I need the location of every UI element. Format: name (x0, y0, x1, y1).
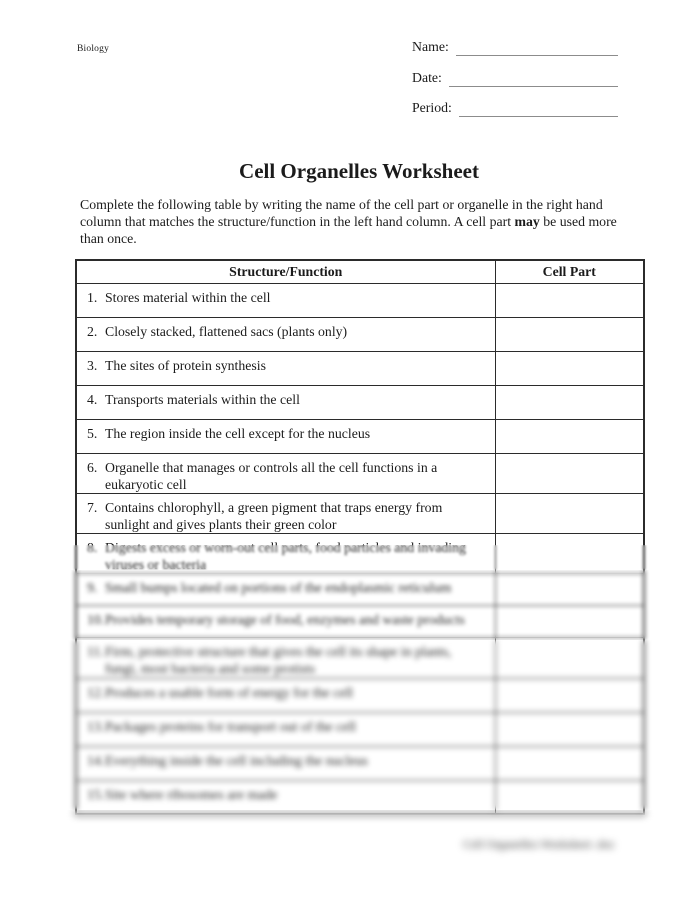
answer-cell[interactable] (495, 386, 644, 420)
structure-function-text: Digests excess or worn-out cell parts, food particles and invading viruses or bacteria (105, 540, 466, 572)
row-number: 7. (87, 500, 98, 515)
instructions-bold-may: may (514, 214, 540, 229)
structure-function-text: Provides temporary storage of food, enzymes and waste products (105, 612, 465, 627)
structure-function-text: Produces a usable form of energy for the cell (105, 685, 354, 700)
table-row (76, 574, 644, 606)
answer-cell[interactable] (495, 638, 644, 679)
structure-function-text: Closely stacked, flattened sacs (plants only) (105, 324, 348, 339)
structure-function-text: Firm, protective structure that gives the cell its shape in plants, fungi, most bacteria and some protists (105, 644, 452, 676)
structure-function-text: Contains chlorophyll, a green pigment that traps energy from sunlight and gives plants their green color (105, 500, 443, 532)
table-row (76, 713, 644, 747)
answer-cell[interactable] (495, 606, 644, 638)
answer-cell[interactable] (495, 781, 644, 814)
column-header-cell-part: Cell Part (495, 260, 644, 284)
table-row (76, 781, 644, 814)
table-row (76, 386, 644, 420)
answer-cell[interactable] (495, 713, 644, 747)
table-row (76, 494, 644, 534)
row-number: 5. (87, 426, 98, 441)
row-number: 12. (87, 685, 105, 700)
instructions-part2: be used more than once. (80, 214, 617, 246)
answer-cell[interactable] (495, 534, 644, 574)
structure-function-text: Small bumps located on portions of the endoplasmic reticulum (105, 580, 452, 595)
period-label: Period: (412, 100, 452, 115)
row-number: 14. (87, 753, 105, 768)
answer-cell[interactable] (495, 352, 644, 386)
instructions-part1: Complete the following table by writing the name of the cell part or organelle in the right hand column that matches the structure/function in the left hand column. A cell part (80, 197, 603, 229)
footer-filename: Cell Organelles Worksheet .doc (463, 837, 615, 851)
table-row (76, 638, 644, 679)
date-blank-line[interactable] (449, 70, 618, 87)
answer-cell[interactable] (495, 318, 644, 352)
column-header-structure-function: Structure/Function (76, 260, 495, 284)
row-number: 6. (87, 460, 98, 475)
row-number: 4. (87, 392, 98, 407)
table-row (76, 747, 644, 781)
structure-function-text: The sites of protein synthesis (105, 358, 266, 373)
structure-function-text: Organelle that manages or controls all the cell functions in a eukaryotic cell (105, 460, 438, 492)
instructions-paragraph (80, 196, 625, 247)
table-row (76, 606, 644, 638)
course-label: Biology (77, 44, 110, 54)
row-number: 15. (87, 787, 105, 802)
structure-function-text: Site where ribosomes are made (105, 787, 278, 802)
name-blank-line[interactable] (456, 39, 618, 56)
answer-cell[interactable] (495, 454, 644, 494)
worksheet-table (75, 259, 645, 815)
structure-function-text: Stores material within the cell (105, 290, 271, 305)
period-field (412, 100, 618, 118)
header-fields (412, 39, 618, 131)
row-number: 11. (87, 644, 104, 659)
answer-cell[interactable] (495, 747, 644, 781)
table-row (76, 420, 644, 454)
table-row (76, 352, 644, 386)
row-number: 3. (87, 358, 98, 373)
row-number: 10. (87, 612, 105, 627)
answer-cell[interactable] (495, 420, 644, 454)
row-number: 13. (87, 719, 105, 734)
table-row (76, 284, 644, 318)
date-label: Date: (412, 69, 442, 85)
table-row (76, 454, 644, 494)
table-header-row (76, 260, 644, 284)
table-row (76, 534, 644, 574)
page-title: Cell Organelles Worksheet (239, 159, 479, 183)
table-row (76, 318, 644, 352)
structure-function-text: Transports materials within the cell (105, 392, 300, 407)
date-field (412, 70, 618, 88)
row-number: 8. (87, 540, 98, 555)
table-row (76, 679, 644, 713)
row-number: 2. (87, 324, 98, 339)
row-number: 1. (87, 290, 98, 305)
answer-cell[interactable] (495, 574, 644, 606)
blur-overlay (0, 810, 700, 906)
row-number: 9. (87, 580, 98, 595)
answer-cell[interactable] (495, 284, 644, 318)
answer-cell[interactable] (495, 494, 644, 534)
structure-function-text: Everything inside the cell including the nucleus (105, 753, 368, 768)
structure-function-text: Packages proteins for transport out of the cell (105, 719, 356, 734)
name-field (412, 39, 618, 57)
name-label: Name: (412, 39, 449, 54)
answer-cell[interactable] (495, 679, 644, 713)
structure-function-text: The region inside the cell except for the nucleus (105, 426, 371, 441)
period-blank-line[interactable] (459, 100, 618, 117)
